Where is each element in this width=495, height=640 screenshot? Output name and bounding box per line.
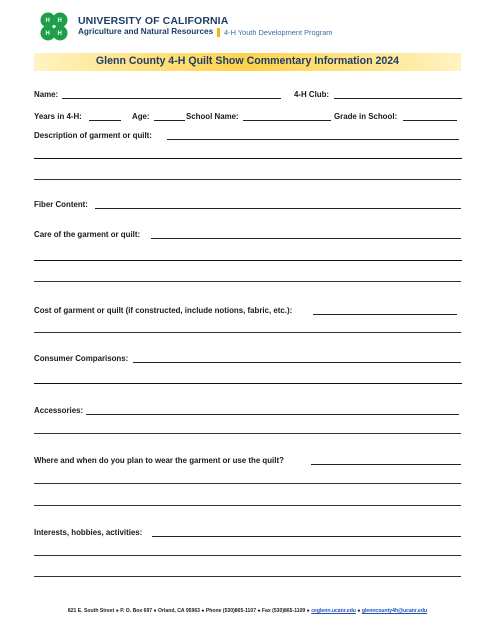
interests-label: Interests, hobbies, activities: xyxy=(34,528,143,537)
footer-separator: ● xyxy=(357,608,361,614)
cost-label: Cost of garment or quilt (if constructed, include notions, fabric, etc.): xyxy=(34,306,293,315)
footer-website-link[interactable]: ceglenn.ucanr.edu xyxy=(311,608,356,614)
page-header xyxy=(0,0,495,48)
consumer-line[interactable] xyxy=(34,383,462,384)
name-label: Name: xyxy=(34,90,59,99)
org-name: UNIVERSITY OF CALIFORNIA xyxy=(78,15,229,27)
accessories-line[interactable] xyxy=(34,433,461,434)
where-when-label: Where and when do you plan to wear the garment or use the quilt? xyxy=(34,456,284,465)
svg-text:H: H xyxy=(45,18,50,24)
where-when-line[interactable] xyxy=(34,505,461,506)
club-field[interactable] xyxy=(334,98,462,99)
school-name-field[interactable] xyxy=(243,120,331,121)
program-accent-bar xyxy=(217,28,220,37)
years-label: Years in 4-H: xyxy=(34,112,82,121)
accessories-label: Accessories: xyxy=(34,406,84,415)
name-field[interactable] xyxy=(62,98,281,99)
page-title: Glenn County 4-H Quilt Show Commentary Information 2024 xyxy=(95,55,400,67)
school-name-label: School Name: xyxy=(186,112,239,121)
consumer-label: Consumer Comparisons: xyxy=(34,354,129,363)
grade-field[interactable] xyxy=(403,120,457,121)
footer-email-link[interactable]: glenncounty4h@ucanr.edu xyxy=(361,608,428,614)
age-label: Age: xyxy=(132,112,150,121)
care-field[interactable] xyxy=(151,238,461,239)
interests-line[interactable] xyxy=(34,555,461,556)
age-field[interactable] xyxy=(154,120,185,121)
svg-text:H: H xyxy=(57,31,62,37)
consumer-field[interactable] xyxy=(133,362,461,363)
cost-field[interactable] xyxy=(313,314,457,315)
svg-text:H: H xyxy=(57,18,62,24)
page-footer xyxy=(0,608,495,614)
care-line[interactable] xyxy=(34,281,461,282)
accessories-field[interactable] xyxy=(86,414,459,415)
care-label: Care of the garment or quilt: xyxy=(34,230,141,239)
where-when-line[interactable] xyxy=(34,483,461,484)
where-when-field[interactable] xyxy=(311,464,461,465)
description-line[interactable] xyxy=(34,179,461,180)
description-line[interactable] xyxy=(34,158,462,159)
interests-line[interactable] xyxy=(34,576,461,577)
description-field[interactable] xyxy=(167,139,459,140)
interests-field[interactable] xyxy=(152,536,461,537)
svg-text:H: H xyxy=(45,31,50,37)
program-name: 4-H Youth Development Program xyxy=(224,28,333,37)
4h-clover-icon xyxy=(36,9,72,45)
fiber-field[interactable] xyxy=(95,208,461,209)
years-field[interactable] xyxy=(89,120,121,121)
footer-address: 821 E. South Street ● P. O. Box 697 ● Orland, CA 95963 ● Phone (530)865-1107 ● Fax (530)865-1109 ● xyxy=(67,608,310,614)
care-line[interactable] xyxy=(34,260,462,261)
cost-line[interactable] xyxy=(34,332,461,333)
grade-label: Grade in School: xyxy=(334,112,398,121)
club-label: 4-H Club: xyxy=(294,90,330,99)
fiber-label: Fiber Content: xyxy=(34,200,88,209)
org-subtitle: Agriculture and Natural Resources xyxy=(78,27,214,36)
description-label: Description of garment or quilt: xyxy=(34,131,152,140)
